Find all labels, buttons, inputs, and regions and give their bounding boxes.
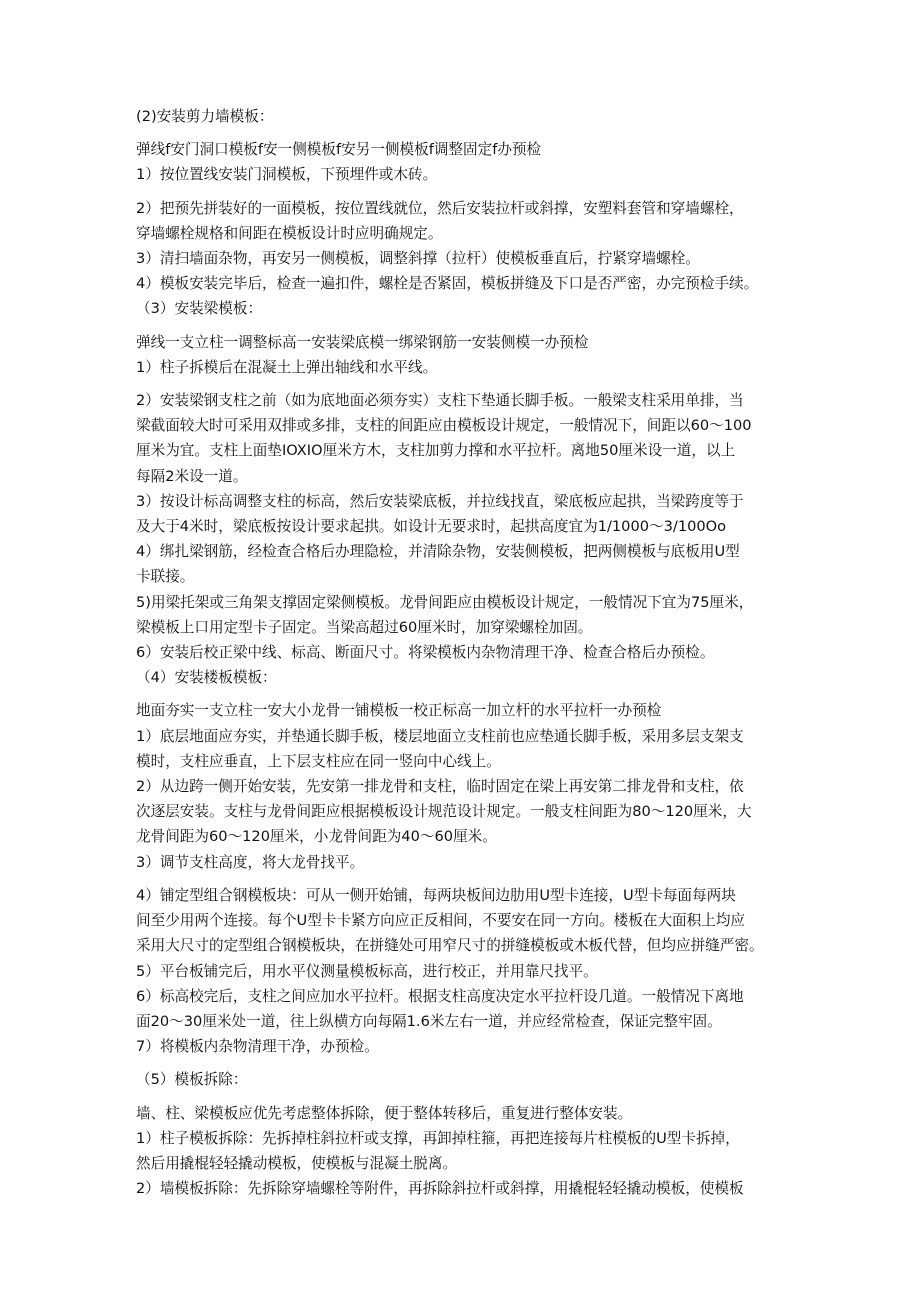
document-line: 3）调节支柱高度，将大龙骨找平。	[136, 853, 365, 871]
document-line: 7）将模板内杂物清理干净，办预检。	[136, 1038, 379, 1056]
document-line: 模时，支柱应垂直，上下层支柱应在同一竖向中心线上。	[136, 752, 501, 770]
document-line: 1）底层地面应夯实，并垫通长脚手板，楼层地面立支柱前也应垫通长脚手板，采用多层支架支	[136, 727, 744, 745]
document-line: 采用大尺寸的定型组合钢模板块，在拼缝处可用窄尺寸的拼缝模板或木板代替，但均应拼缝严密。	[136, 937, 764, 955]
document-body	[136, 104, 796, 1201]
document-line: 每隔2米设一道。	[136, 467, 248, 485]
document-line: 4）绑扎梁钢筋，经检查合格后办理隐检，并清除杂物，安装侧模板，把两侧模板与底板用U型	[136, 543, 740, 561]
document-line: 梁截面较大时可采用双排或多排，支柱的间距应由模板设计规定，一般情况下，间距以60～100	[136, 417, 752, 435]
document-line: 1）柱子拆模后在混凝土上弹出轴线和水平线。	[136, 358, 438, 376]
document-line: 面20～30厘米处一道，往上纵横方向每隔1.6米左右一道，并应经常检查，保证完整牢固。	[136, 1012, 722, 1030]
document-line: 1）按位置线安装门洞模板，下预埋件或木砖。	[136, 166, 438, 184]
document-line: （4）安装楼板模板：	[136, 669, 277, 687]
document-line: （5）模板拆除：	[136, 1071, 248, 1089]
document-line: 间至少用两个连接。每个U型卡卡紧方向应正反相间，不要安在同一方向。楼板在大面积上均应	[136, 912, 746, 930]
document-line: 2）安装梁钢支柱之前（如为底地面必须夯实）支柱下垫通长脚手板。一般梁支柱采用单排，当	[136, 392, 744, 410]
document-line: 3）清扫墙面杂物，再安另一侧模板，调整斜撑（拉杆）使模板垂直后，拧紧穿墙螺栓。	[136, 250, 700, 268]
document-line: 穿墙螺栓规格和间距在模板设计时应明确规定。	[136, 224, 443, 242]
document-line: （3）安装梁模板：	[136, 300, 263, 318]
document-line: 2）把预先拼装好的一面模板，按位置线就位，然后安装拉杆或斜撑，安塑料套管和穿墙螺栓，	[136, 199, 744, 217]
document-line: 3）按设计标高调整支柱的标高，然后安装梁底板，并拉线找直，梁底板应起拱，当梁跨度等于	[136, 492, 744, 510]
document-line: 卡联接。	[136, 568, 195, 586]
document-line: 厘米为宜。支柱上面垫IOXIO厘米方木，支柱加剪力撑和水平拉杆。离地50厘米设一道，以上	[136, 442, 736, 460]
document-line: 弹线一支立柱一调整标高一安装梁底模一绑梁钢筋一安装侧模一办预检	[136, 333, 589, 351]
document-line: 龙骨间距为60～120厘米，小龙骨间距为40～60厘米。	[136, 828, 497, 846]
document-line: 次逐层安装。支柱与龙骨间距应根据模板设计规范设计规定。一般支柱间距为80～120厘米，大	[136, 803, 752, 821]
document-line: 及大于4米时，梁底板按设计要求起拱。如设计无要求时，起拱高度宜为1/1000～3/100Oo	[136, 518, 727, 536]
document-line: 5）平台板铺完后，用水平仪测量模板标高，进行校正，并用靠尺找平。	[136, 962, 598, 980]
document-line: 地面夯实一支立柱一安大小龙骨一铺模板一校正标高一加立杆的水平拉杆一办预检	[136, 702, 662, 720]
document-line: 弹线f安门洞口模板f安一侧模板f安另一侧模板f调整固定f办预检	[136, 141, 542, 159]
document-line: 5)用梁托架或三角架支撑固定梁侧模板。龙骨间距应由模板设计规定，一般情况下宜为75厘米，	[136, 593, 754, 611]
document-line: 2）墙模板拆除：先拆除穿墙螺栓等附件，再拆除斜拉杆或斜撑，用撬棍轻轻撬动模板，使模板	[136, 1180, 744, 1198]
document-line: 4）铺定型组合钢模板块：可从一侧开始铺，每两块板间边肋用U型卡连接，U型卡每面每两块	[136, 886, 736, 904]
document-line: 1）柱子模板拆除：先拆掉柱斜拉杆或支撑，再卸掉柱箍，再把连接每片柱模板的U型卡拆掉，	[136, 1129, 740, 1147]
document-line: 然后用撬棍轻轻撬动模板，使模板与混凝土脱离。	[136, 1154, 458, 1172]
document-line: 墙、柱、梁模板应优先考虑整体拆除，便于整体转移后，重复进行整体安装。	[136, 1104, 633, 1122]
document-line: 6）标高校完后，支柱之间应加水平拉杆。根据支柱高度决定水平拉杆设几道。一般情况下离地	[136, 987, 744, 1005]
document-line: 2）从边跨一侧开始安装，先安第一排龙骨和支柱，临时固定在梁上再安第二排龙骨和支柱，依	[136, 778, 744, 796]
document-line: 6）安装后校正梁中线、标高、断面尺寸。将梁模板内杂物清理干净、检查合格后办预检。	[136, 644, 715, 662]
document-line: 4）模板安装完毕后，检查一遍扣件，螺栓是否紧固，模板拼缝及下口是否严密，办完预检手续。	[136, 275, 759, 293]
document-line: 梁模板上口用定型卡子固定。当梁高超过60厘米时，加穿梁螺栓加固。	[136, 618, 593, 636]
document-line: (2)安装剪力墙模板：	[136, 108, 274, 125]
